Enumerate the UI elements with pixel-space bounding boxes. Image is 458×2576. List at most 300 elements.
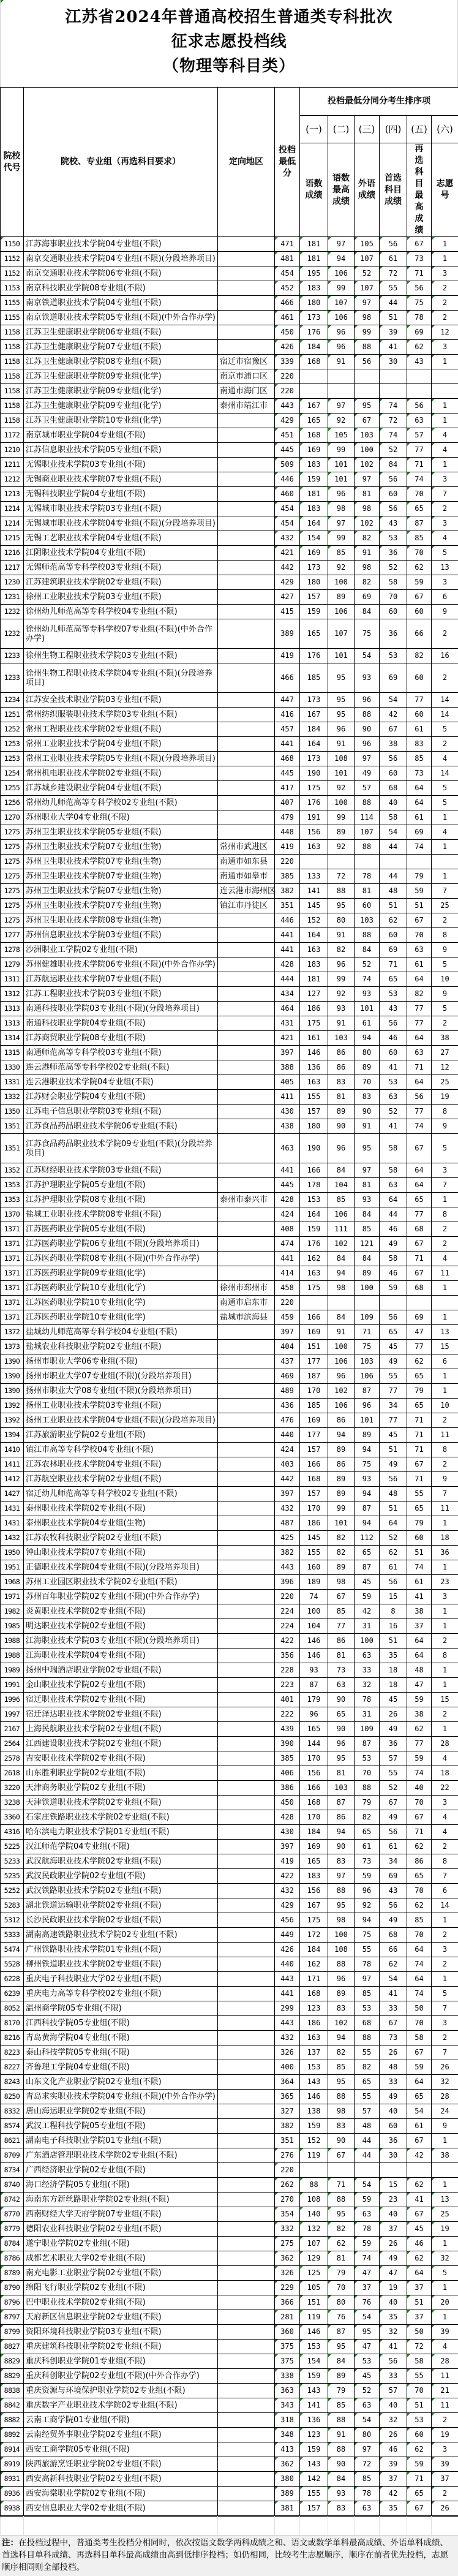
sort-item-4-cell: 49 <box>380 1913 407 1928</box>
school-group-cell: 金山职业技术学院02专业组(不限) <box>24 1678 218 1693</box>
sort-item-6-cell: 19 <box>432 2222 458 2237</box>
sort-item-2-cell: 90 <box>328 2134 355 2148</box>
school-group-cell: 连云港职业技术学院04专业组(不限) <box>24 1075 218 1090</box>
sort-item-5-cell: 59 <box>407 1751 432 1766</box>
table-row <box>1 1252 458 1266</box>
sort-item-4-cell: 48 <box>380 2060 407 2075</box>
sort-item-6-cell: 12 <box>432 325 458 340</box>
sort-item-1-cell: 163 <box>300 1075 328 1090</box>
min-score-cell: 445 <box>275 1178 300 1193</box>
min-score-cell: 375 <box>275 2340 300 2354</box>
sort-item-4-cell: 52 <box>380 1105 407 1119</box>
sort-item-4-cell: 40 <box>380 796 407 810</box>
school-code-cell: 8882 <box>1 2413 24 2428</box>
sort-item-4-cell <box>380 369 407 384</box>
sort-item-1-cell: 195 <box>300 266 328 281</box>
school-code-cell: 1394 <box>1 1428 24 1443</box>
min-score-cell: 403 <box>275 1457 300 1472</box>
table-row <box>1 325 458 340</box>
sort-item-4-cell: 38 <box>380 737 407 752</box>
school-group-cell: 重庆科创职业学院01专业组(不限) <box>24 2354 218 2369</box>
sort-item-2-cell: 88 <box>328 2413 355 2428</box>
sort-item-2-cell: 83 <box>328 2119 355 2134</box>
sort-item-1-cell: 186 <box>300 2016 328 2031</box>
sort-item-6-cell: 8 <box>432 1649 458 1663</box>
sort-item-2-cell: 67 <box>328 1590 355 1604</box>
school-group-cell: 西安信息职业大学02专业组(不限) <box>24 2501 218 2516</box>
region-cell <box>218 1075 275 1090</box>
sort-item-6-cell: 11 <box>432 2398 458 2413</box>
sort-item-5-cell <box>407 384 432 399</box>
school-group-cell: 炎黄职业技术学院02专业组(不限) <box>24 1604 218 1619</box>
sort-item-3-cell: 73 <box>355 1854 380 1869</box>
sort-item-1-cell: 171 <box>300 1972 328 1987</box>
sort-item-5-cell: 67 <box>407 1134 432 1163</box>
sort-item-6-cell: 4 <box>432 1810 458 1825</box>
sort-item-2-cell: 107 <box>328 619 355 649</box>
sort-item-4-cell: 32 <box>380 2413 407 2428</box>
sort-item-5-cell: 59 <box>407 884 432 899</box>
sort-item-1-cell: 165 <box>300 1854 328 1869</box>
sort-item-4-cell: 46 <box>380 1031 407 1046</box>
table-row <box>1 1590 458 1604</box>
sort-item-3-cell <box>355 384 380 399</box>
school-code-cell: 1211 <box>1 458 24 472</box>
sort-item-2-cell: 101 <box>328 766 355 781</box>
school-group-cell: 哈尔滨电力职业技术学院01专业组(不限) <box>24 1825 218 1840</box>
sort-item-3-cell: 79 <box>355 1796 380 1810</box>
sort-item-4-cell: 53 <box>380 1075 407 1090</box>
table-row <box>1 1531 458 1546</box>
table-row <box>1 2207 458 2222</box>
sort-item-6-cell: 2 <box>432 913 458 928</box>
sort-item-4-cell: 56 <box>380 1016 407 1031</box>
sort-item-4-cell: 46 <box>380 1266 407 1281</box>
region-cell <box>218 1060 275 1075</box>
sort-item-5-cell: 64 <box>407 781 432 796</box>
table-row <box>1 2384 458 2398</box>
sort-item-6-cell: 21 <box>432 2384 458 2398</box>
sort-item-6-cell: 1 <box>432 2178 458 2193</box>
school-group-cell: 重庆电力高等专科学校02专业组(不限) <box>24 1987 218 2001</box>
min-score-cell: 220 <box>275 855 300 869</box>
sort-item-1-cell: 169 <box>300 443 328 458</box>
sort-item-6-cell: 1 <box>432 1281 458 1296</box>
sort-item-5-cell: 62 <box>407 1840 432 1854</box>
school-group-cell: 成都艺术职业大学02专业组(不限) <box>24 2251 218 2266</box>
header-sort-label-2: 语数最高成绩 <box>328 143 355 237</box>
sort-item-5-cell: 64 <box>407 1649 432 1663</box>
sort-item-4-cell: 56 <box>380 502 407 516</box>
school-group-cell: 正德职业技术学院04专业组(不限)(分段培养项目) <box>24 1560 218 1575</box>
sort-item-3-cell: 59 <box>355 2237 380 2251</box>
min-score-cell: 487 <box>275 1516 300 1531</box>
sort-item-5-cell: 37 <box>407 2281 432 2295</box>
region-cell <box>218 2501 275 2516</box>
school-group-cell: 常州机电职业技术学院02专业组(不限) <box>24 766 218 781</box>
sort-item-3-cell: 94 <box>355 1913 380 1928</box>
region-cell <box>218 928 275 943</box>
table-row <box>1 1105 458 1119</box>
sort-item-3-cell: 78 <box>355 2487 380 2501</box>
table-row <box>1 1222 458 1237</box>
min-score-cell: 452 <box>275 281 300 296</box>
sort-item-1-cell: 184 <box>300 722 328 737</box>
table-row <box>1 1898 458 1913</box>
sort-item-5-cell: 65 <box>407 1399 432 1413</box>
sort-item-6-cell: 2 <box>432 1840 458 1854</box>
table-row <box>1 1649 458 1663</box>
min-score-cell: 424 <box>275 1443 300 1457</box>
sort-item-4-cell: 41 <box>380 340 407 355</box>
sort-item-6-cell: 8 <box>432 1207 458 1222</box>
sort-item-1-cell: 133 <box>300 869 328 884</box>
sort-item-5-cell: 70 <box>407 2384 432 2398</box>
sort-item-5-cell <box>407 369 432 384</box>
school-code-cell: 1230 <box>1 575 24 590</box>
min-score-cell: 382 <box>275 1546 300 1560</box>
min-score-cell: 446 <box>275 913 300 928</box>
sort-item-5-cell: 78 <box>407 311 432 325</box>
school-code-cell: 1277 <box>1 928 24 943</box>
sort-item-3-cell: 72 <box>355 2457 380 2472</box>
sort-item-5-cell: 65 <box>407 1869 432 1884</box>
school-code-cell: 8709 <box>1 2148 24 2163</box>
sort-item-6-cell: 4 <box>432 443 458 458</box>
school-group-cell: 江苏护理职业学院05专业组(不限) <box>24 1178 218 1193</box>
sort-item-3-cell: 53 <box>355 1751 380 1766</box>
school-code-cell: 8829 <box>1 2369 24 2384</box>
table-row <box>1 1957 458 1972</box>
sort-item-3-cell: 95 <box>355 2325 380 2340</box>
school-group-cell: 扬州工业职业技术学院03专业组(不限) <box>24 1399 218 1413</box>
sort-item-6-cell: 9 <box>432 1119 458 1134</box>
table-row <box>1 987 458 1002</box>
sort-item-5-cell: 59 <box>407 575 432 590</box>
sort-item-2-cell: 106 <box>328 1207 355 1222</box>
school-code-cell: 1951 <box>1 1560 24 1575</box>
min-score-cell: 441 <box>275 943 300 958</box>
school-code-cell: 1279 <box>1 958 24 972</box>
school-code-cell: 8621 <box>1 2134 24 2148</box>
sort-item-4-cell: 58 <box>380 575 407 590</box>
min-score-cell: 428 <box>275 958 300 972</box>
sort-item-4-cell: 51 <box>380 1443 407 1457</box>
region-cell <box>218 1766 275 1781</box>
table-row <box>1 972 458 987</box>
min-score-cell: 445 <box>275 766 300 781</box>
sort-item-1-cell: 153 <box>300 1193 328 1207</box>
school-group-cell: 江苏工程职业技术学院03专业组(不限) <box>24 987 218 1002</box>
sort-item-5-cell: 70 <box>407 2016 432 2031</box>
sort-item-3-cell: 75 <box>355 1457 380 1472</box>
sort-item-6-cell: 25 <box>432 2207 458 2222</box>
min-score-cell: 407 <box>275 796 300 810</box>
sort-item-5-cell: 59 <box>407 1693 432 1707</box>
sort-item-4-cell: 67 <box>380 2016 407 2031</box>
sort-item-5-cell: 71 <box>407 266 432 281</box>
sort-item-6-cell: 5 <box>432 1134 458 1163</box>
sort-item-2-cell: 93 <box>328 2487 355 2501</box>
sort-item-3-cell: 94 <box>355 1031 380 1046</box>
sort-item-1-cell: 181 <box>300 252 328 266</box>
table-row <box>1 884 458 899</box>
school-code-cell: 1371 <box>1 1252 24 1266</box>
min-score-cell: 405 <box>275 1075 300 1090</box>
school-group-cell: 宿迁职业技术学院02专业组(不限) <box>24 1693 218 1707</box>
sort-item-1-cell <box>300 369 328 384</box>
min-score-cell: 408 <box>275 1222 300 1237</box>
sort-item-6-cell: 14 <box>432 766 458 781</box>
school-code-cell: 5474 <box>1 1943 24 1957</box>
sort-item-2-cell: 72 <box>328 869 355 884</box>
school-group-cell: 常州幼儿师范高等专科学校02专业组(不限) <box>24 796 218 810</box>
sort-item-2-cell: 84 <box>328 1163 355 1178</box>
sort-item-6-cell: 22 <box>432 1781 458 1796</box>
sort-item-4-cell: 33 <box>380 2369 407 2384</box>
school-group-cell: 广西经济职业学院02专业组(不限) <box>24 2163 218 2178</box>
sort-item-2-cell: 92 <box>328 840 355 855</box>
table-row <box>1 605 458 619</box>
sort-item-6-cell: 1 <box>432 1193 458 1207</box>
sort-item-5-cell: 57 <box>407 428 432 443</box>
min-score-cell: 456 <box>275 1913 300 1928</box>
sort-item-1-cell: 157 <box>300 1443 328 1457</box>
table-row <box>1 487 458 502</box>
school-code-cell: 8829 <box>1 2354 24 2369</box>
sort-item-3-cell: 100 <box>355 443 380 458</box>
min-score-cell: 354 <box>275 2207 300 2222</box>
table-row <box>1 575 458 590</box>
sort-item-5-cell: 38 <box>407 1604 432 1619</box>
sort-item-1-cell: 177 <box>300 1354 328 1369</box>
school-group-cell: 广东酒店管理职业技术学院02专业组(不限) <box>24 2148 218 2163</box>
table-row <box>1 2369 458 2384</box>
sort-item-5-cell: 87 <box>407 516 432 531</box>
min-score-cell: 360 <box>275 2325 300 2340</box>
sort-item-2-cell: 79 <box>328 2384 355 2398</box>
school-group-cell: 徐州生物工程职业技术学院03专业组(不限) <box>24 649 218 663</box>
min-score-cell: 224 <box>275 1619 300 1634</box>
sort-item-4-cell: 46 <box>380 1222 407 1237</box>
school-group-cell: 天府新区信息职业学院02专业组(不限) <box>24 2310 218 2325</box>
school-group-cell: 江苏卫生健康职业学院09专业组(化学) <box>24 369 218 384</box>
sort-item-1-cell: 108 <box>300 2193 328 2207</box>
sort-item-5-cell: 73 <box>407 766 432 781</box>
region-cell <box>218 1222 275 1237</box>
sort-item-1-cell: 154 <box>300 531 328 546</box>
table-row <box>1 766 458 781</box>
sort-item-4-cell: 55 <box>380 281 407 296</box>
school-group-cell: 西安海棠职业学院02专业组(不限) <box>24 2487 218 2501</box>
sort-item-4-cell: 30 <box>380 2148 407 2163</box>
sort-item-3-cell: 63 <box>355 2207 380 2222</box>
sort-item-6-cell: 9 <box>432 1472 458 1487</box>
sort-item-6-cell <box>432 855 458 869</box>
region-cell <box>218 1972 275 1987</box>
sort-item-1-cell: 163 <box>300 2031 328 2045</box>
region-cell <box>218 1178 275 1193</box>
sort-item-2-cell: 91 <box>328 928 355 943</box>
sort-item-4-cell: 23 <box>380 2193 407 2207</box>
region-cell <box>218 619 275 649</box>
sort-item-5-cell: 71 <box>407 1428 432 1443</box>
sort-item-2-cell: 84 <box>328 2472 355 2487</box>
sort-item-2-cell: 96 <box>328 958 355 972</box>
region-cell <box>218 2413 275 2428</box>
min-score-cell: 397 <box>275 1046 300 1060</box>
sort-item-1-cell: 175 <box>300 781 328 796</box>
sort-item-1-cell: 183 <box>300 281 328 296</box>
sort-item-4-cell: 41 <box>380 1987 407 2001</box>
sort-item-3-cell: 54 <box>355 2413 380 2428</box>
sort-item-6-cell: 2 <box>432 1634 458 1649</box>
sort-item-4-cell: 41 <box>380 1119 407 1134</box>
sort-item-5-cell: 64 <box>407 1972 432 1987</box>
sort-item-2-cell: 95 <box>328 2075 355 2090</box>
sort-item-2-cell: 89 <box>328 1472 355 1487</box>
sort-item-5-cell: 65 <box>407 2090 432 2104</box>
region-cell <box>218 1840 275 1854</box>
sort-item-3-cell: 107 <box>355 281 380 296</box>
sort-item-1-cell: 187 <box>300 1369 328 1384</box>
title-line-1: 江苏省2024年普通高校招生普通类专科批次 <box>1 0 457 29</box>
region-cell <box>218 281 275 296</box>
school-group-cell: 苏州信息职业技术学院03专业组(不限) <box>24 928 218 943</box>
sort-item-1-cell: 166 <box>300 1163 328 1178</box>
sort-item-6-cell <box>432 2163 458 2178</box>
table-row <box>1 252 458 266</box>
sort-item-2-cell: 101 <box>328 472 355 487</box>
school-code-cell: 5225 <box>1 1840 24 1854</box>
min-score-cell: 429 <box>275 414 300 428</box>
region-cell <box>218 590 275 605</box>
sort-item-3-cell: 90 <box>355 722 380 737</box>
sort-item-5-cell: 59 <box>407 2457 432 2472</box>
min-score-cell: 375 <box>275 2354 300 2369</box>
table-row <box>1 1369 458 1384</box>
school-code-cell: 1985 <box>1 1619 24 1634</box>
sort-item-3-cell: 84 <box>355 1207 380 1222</box>
school-group-cell: 无锡科技职业学院04专业组(不限) <box>24 487 218 502</box>
min-score-cell: 474 <box>275 1237 300 1252</box>
sort-item-3-cell: 47 <box>355 2340 380 2354</box>
school-group-cell: 江苏财会职业学院04专业组(不限) <box>24 1090 218 1105</box>
sort-item-5-cell: 50 <box>407 2325 432 2340</box>
min-score-cell: 396 <box>275 1575 300 1590</box>
sort-item-5-cell: 55 <box>407 2369 432 2384</box>
sort-item-3-cell: 31 <box>355 1707 380 1722</box>
min-score-cell: 401 <box>275 1693 300 1707</box>
table-row <box>1 1178 458 1193</box>
min-score-cell: 460 <box>275 487 300 502</box>
min-score-cell: 443 <box>275 1972 300 1987</box>
sort-item-6-cell: 11 <box>432 1266 458 1281</box>
sort-item-2-cell: 102 <box>328 2016 355 2031</box>
sort-item-3-cell: 52 <box>355 2384 380 2398</box>
sort-item-3-cell: 103 <box>355 428 380 443</box>
school-group-cell: 江苏财经职业技术学院03专业组(不限) <box>24 1163 218 1178</box>
school-code-cell: 1332 <box>1 1090 24 1105</box>
sort-item-6-cell: 4 <box>432 2340 458 2354</box>
region-cell <box>218 2310 275 2325</box>
sort-item-1-cell: 162 <box>300 1252 328 1266</box>
school-code-cell: 1370 <box>1 1207 24 1222</box>
sort-item-4-cell: 39 <box>380 325 407 340</box>
sort-item-1-cell: 143 <box>300 2384 328 2398</box>
region-cell <box>218 1472 275 1487</box>
sort-item-1-cell: 173 <box>300 561 328 575</box>
sort-item-6-cell: 5 <box>432 796 458 810</box>
sort-item-5-cell: 41 <box>407 1590 432 1604</box>
min-score-cell: 366 <box>275 2295 300 2310</box>
sort-item-5-cell: 63 <box>407 414 432 428</box>
sort-item-4-cell: 48 <box>380 884 407 899</box>
school-code-cell: 1158 <box>1 369 24 384</box>
sort-item-5-cell: 65 <box>407 1193 432 1207</box>
min-score-cell: 442 <box>275 561 300 575</box>
sort-item-3-cell: 88 <box>355 796 380 810</box>
school-group-cell: 江苏卫生健康职业学院09专业组(化学) <box>24 399 218 414</box>
region-cell <box>218 1237 275 1252</box>
region-cell <box>218 237 275 252</box>
table-row <box>1 899 458 913</box>
sort-item-4-cell: 18 <box>380 1663 407 1678</box>
school-group-cell: 无锡师范高等专科学校03专业组(不限) <box>24 561 218 575</box>
sort-item-1-cell: 175 <box>300 1016 328 1031</box>
school-group-cell: 苏州百年职业学院02专业组(不限)(中外合作办学) <box>24 1590 218 1604</box>
table-row <box>1 708 458 722</box>
table-row <box>1 928 458 943</box>
table-row <box>1 1384 458 1399</box>
sort-item-6-cell: 16 <box>432 649 458 663</box>
sort-item-6-cell: 8 <box>432 1105 458 1119</box>
sort-item-4-cell: 54 <box>380 693 407 708</box>
sort-item-4-cell: 51 <box>380 1501 407 1516</box>
sort-item-6-cell <box>432 384 458 399</box>
min-score-cell: 428 <box>275 1193 300 1207</box>
sort-item-1-cell: 160 <box>300 1560 328 1575</box>
sort-item-5-cell: 65 <box>407 1501 432 1516</box>
school-code-cell: 1431 <box>1 1516 24 1531</box>
sort-item-6-cell: 1 <box>432 1678 458 1693</box>
sort-item-3-cell: 70 <box>355 1766 380 1781</box>
sort-item-4-cell: 41 <box>380 2340 407 2354</box>
sort-item-5-cell: 46 <box>407 2237 432 2251</box>
region-cell <box>218 1898 275 1913</box>
school-code-cell: 4316 <box>1 1825 24 1840</box>
school-code-cell: 1991 <box>1 1678 24 1693</box>
min-score-cell: 422 <box>275 1869 300 1884</box>
sort-item-5-cell: 51 <box>407 2398 432 2413</box>
min-score-cell: 509 <box>275 458 300 472</box>
sort-item-5-cell: 62 <box>407 2251 432 2266</box>
sort-item-3-cell: 84 <box>355 1252 380 1266</box>
sort-item-2-cell: 100 <box>328 575 355 590</box>
sort-item-3-cell: 93 <box>355 1472 380 1487</box>
sort-item-3-cell: 102 <box>355 516 380 531</box>
sort-item-1-cell: 157 <box>300 2501 328 2516</box>
school-group-cell: 扬州市职业大学08专业组(不限)(分段培养项目) <box>24 1384 218 1399</box>
sort-item-6-cell: 7 <box>432 2045 458 2060</box>
region-cell <box>218 693 275 708</box>
table-row <box>1 399 458 414</box>
school-code-cell: 8938 <box>1 2501 24 2516</box>
sort-item-6-cell: 20 <box>432 2295 458 2310</box>
sort-item-6-cell: 3 <box>432 1943 458 1957</box>
school-code-cell: 1427 <box>1 1487 24 1501</box>
sort-item-3-cell: 55 <box>355 2090 380 2104</box>
